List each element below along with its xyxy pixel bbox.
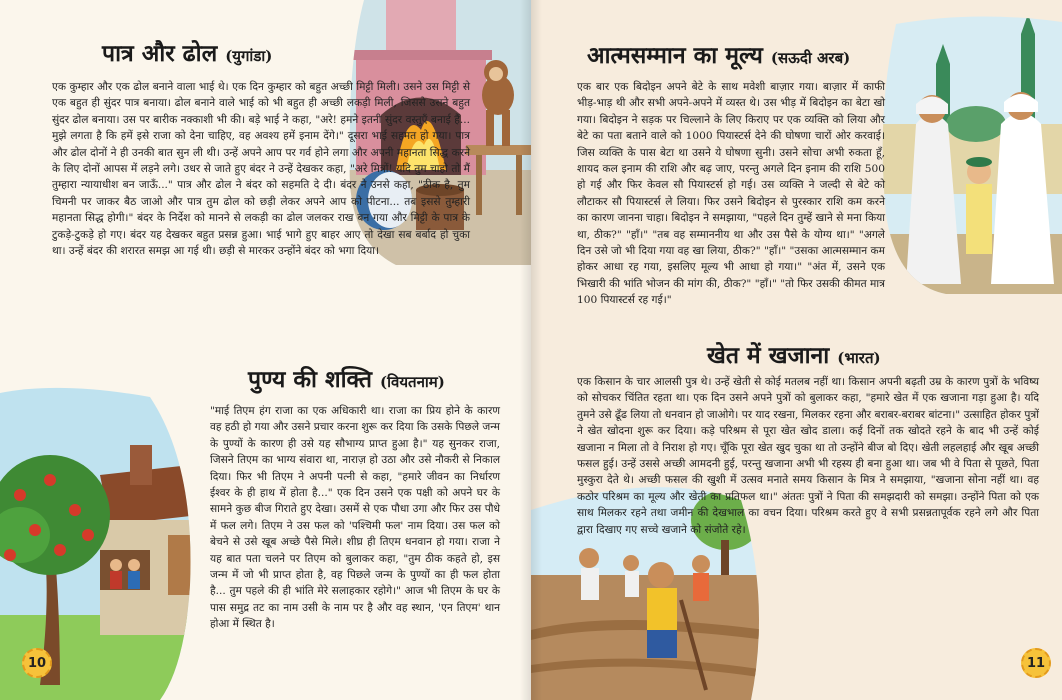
story-title — [102, 36, 272, 68]
story-title — [248, 362, 445, 394]
right-page — [531, 0, 1062, 700]
bedouin-market-illustration — [876, 14, 1062, 294]
page-number: 10 — [22, 648, 52, 678]
story-country: (भारत) — [837, 349, 881, 367]
story-country: (सऊदी अरब) — [770, 49, 851, 67]
story-title-text: खेत में खजाना — [707, 342, 830, 369]
story-title — [587, 38, 850, 70]
story-title-text: पात्र और ढोल — [102, 40, 218, 67]
story-body: एक बार एक बिदोइन अपने बेटे के साथ मवेशी बाज़ार गया। बाज़ार में काफी भीड़-भाड़ थी और सभी अपने-अपने में व्यस्त थे। उस भीड़ में बिदोइन का बेटा खो गया। बिदोइन ने सड़क पर चिल्लाने के लिए किराए पर एक व्यक्ति को लिया और बेटे का पता बताने वाले को 1000 पियास्टर्स देने की घोषणा चारों ओर करवाई। जिस व्यक्ति के पास बेटा था उसने ये घोषणा सुनी। उसने सोचा अभी रुकता हूँ, शायद कल इनाम की राशि और बढ़ जाए, परन्तु अगले दिन इनाम की राशि 500 हो गई और फिर केवल सौ पियास्टर्स हो गई। उस व्यक्ति ने जल्दी से बेटे को लौटाकर सौ पियास्टर्स ले लिया। फिर उसने बिदोइन से पुरस्कार राशि कम करने का कारण जानना चाहा। बिदोइन ने समझाया, "पहले दिन तुम्हें खाने से मना किया था, ठीक?" "हाँ।" "तब वह सम्माननीय था और उस पैसे के योग्य था।" "अगले दिन उसे जो भी दिया गया वह खा लिया, ठीक?" "हाँ।" "उसका आत्मसम्मान कम होकर आधा रह गया, इसलिए मूल्य भी आधा हो गया।" "अंत में, उसने एक भिखारी की भांति भोजन की मांग की, ठीक?" "हाँ।" "तो फिर उसकी कीमत मात्र 100 पियास्टर्स रह गई।" — [577, 81, 885, 307]
story-body: एक कुम्हार और एक ढोल बनाने वाला भाई थे। एक दिन कुम्हार को बहुत अच्छी मिट्टी मिली। उसने उस मिट्टी से एक बहुत ही सुंदर पात्र बनाया। ढोल बनाने वाले भाई को भी बहुत ही अच्छी लकड़ी मिली, जिससे उसने बहुत सुंदर ढोल बनाया। उस पर बारीक नक्काशी भी की। बड़े भाई ने कहा, "अरे! हमने इतनी सुंदर वस्तुएँ बनाई हैं... मुझे लगता है कि हमें इसे राजा को देना चाहिए, वह अवश्य हमें इनाम देंगे।" दूसरा भाई सहमत हो गया। पात्र और ढोल दोनों ने ही उनकी बात सुन ली थी। उन्हें अपने आप पर गर्व होने लगा और अपनी महानता सिद्ध करने के लिए दोनों आपस में लड़ने लगे। उधर से जाते हुए बंदर ने उन्हें देखकर कहा, "अरे मित्रों! यदि तुम चाहो तो मैं तुम्हारा न्यायाधीश बन जाऊँ..." पात्र और ढोल ने बंदर को सहमति दे दी। बंदर ने उनसे कहा, "ठीक है, तुम चिमनी पर जाकर बैठ जाओ और पात्र तुम ढोल को छड़ी लेकर अपने आप को पीटना... तब इससे तुम्हारी महानता सिद्ध होगी।" बंदर के निर्देश को मानने से लकड़ी का ढोल जलकर राख बन गया और मिट्टी के पात्र के टुकड़े-टुकड़े हो गए। बंदर यह देखकर बहुत प्रसन्न हुआ। भाई भागे हुए बाहर आए तो देखा सब बर्बाद हो चुका था। उन्हें बंदर की शरारत समझ आ गई थी। छड़ी से मारकर उन्होंने बंदर को भगा दिया। — [52, 81, 470, 258]
story-country: (वियतनाम) — [380, 373, 445, 391]
story-country: (युगांडा) — [225, 47, 273, 65]
story-body: "माई तिएम हंग राजा का एक अधिकारी था। राजा का प्रिय होने के कारण वह हठी हो गया और उसने प्रचार करना शुरू कर दिया कि उसके पिछले जन्म के पुण्यों के कारण ही उसे यह सौभाग्य प्राप्त हुआ है।" यह सुनकर राजा, जिसने तिएम का भाग्य संवारा था, नाराज़ हो उठा और उसे नौकरी से निकाल दिया। फिर भी तिएम ने अपनी पत्नी से कहा, "हमारे जीवन का निर्धारण ईश्वर के ही हाथ में होता है..." एक दिन उसने एक पक्षी को अपने घर के सामने कुछ बीज गिराते हुए देखा। उसमें से एक पौधा उगा और फिर उस पौधे में फल लगे। तिएम ने उस फल को 'पश्चिमी फल' नाम दिया। उस फल को बेचने से उसे खूब अच्छे पैसे मिले। शीघ्र ही तिएम धनवान हो गया। राजा ने यह बात पता चलने पर तिएम को बुलाकर कहा, "तुम ठीक कहते हो, इस जन्म में जो भी प्राप्त होता है, वह पिछले जन्म के पुण्यों का ही फल होता है... तुम पहले की ही भांति मेरे सलाहकार रहोगे।" आज भी तिएम के घर के पास समुद्र तट का नाम उसी के नाम पर है और वह स्थान, 'एन तिएम' थान होआ में स्थित है। — [210, 405, 500, 631]
page-gutter — [520, 0, 542, 700]
page-number: 11 — [1021, 648, 1051, 678]
story-body: एक किसान के चार आलसी पुत्र थे। उन्हें खेती से कोई मतलब नहीं था। किसान अपनी बढ़ती उम्र के कारण पुत्रों के भविष्य को सोचकर चिंतित रहता था। एक दिन उसने अपने पुत्रों को बुलाकर कहा, "हमारे खेत में एक खजाना गड़ा हुआ है। यदि तुमने उसे ढूँढ लिया तो धनवान हो जाओगे। पर याद रखना, मिलकर रहना और बराबर-बराबर बांटना।" उत्साहित होकर पुत्रों ने खेत खोदना शुरू कर दिया। कड़े परिश्रम से पूरा खेत खोद डाला। कई दिनों तक खोदते रहने के बाद भी उन्हें कोई खजाना न मिला तो वे निराश हो गए। चूँकि पूरा खेत खुद चुका था तो उन्होंने बीज बो दिए। खेती लहलहाई और खूब अच्छी फसल हुई। उन्हें उससे अच्छी आमदनी हुई, परन्तु खजाना अभी भी रहस्य ही बना हुआ था। जब भी वे पिता से पूछते, पिता मुस्कुरा देते थे। अच्छी फसल की खुशी में उत्सव मनाते समय किसान के मित्र ने समझाया, "खजाना सोना नहीं था। वह कठोर परिश्रम का मूल्य और खेती का प्रतिफल था।" अंततः पुत्रों ने पिता की समझदारी को समझा। उन्होंने पिता को एक साथ मिलकर रहने तथा जमीन की देखभाल का वचन दिया। परिश्रम करते हुए वे सभी प्रसन्नतापूर्वक रहने लगे और पिता द्वारा दिखाए गए सच्चे खजाने को संजोते रहे। — [577, 376, 1039, 536]
story-title-text: आत्मसम्मान का मूल्य — [587, 42, 763, 69]
story-title — [707, 338, 881, 370]
story-title-text: पुण्य की शक्ति — [248, 366, 372, 393]
